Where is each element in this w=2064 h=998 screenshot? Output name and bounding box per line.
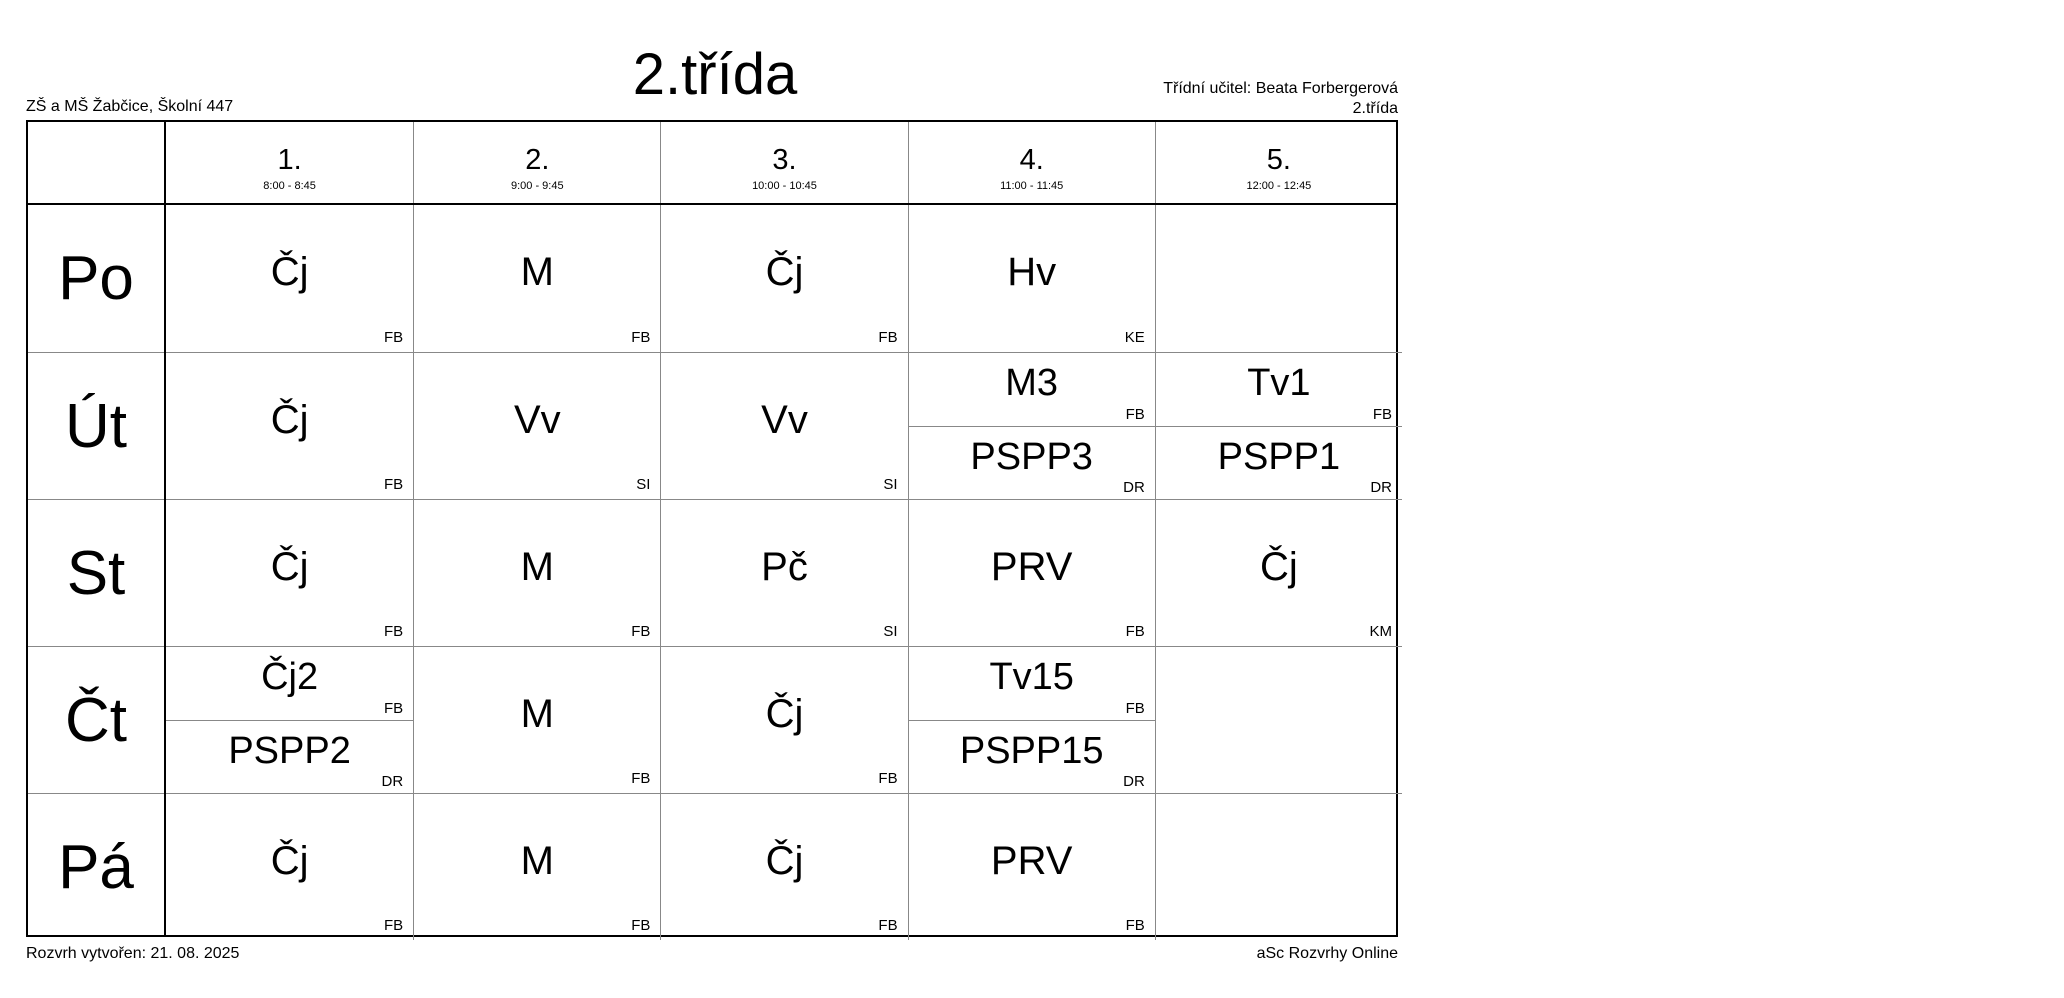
lesson-teacher: FB [878,917,898,934]
lesson-cell [166,205,413,352]
period-number: 2. [525,144,550,176]
lesson-subject: Vv [761,398,808,442]
lesson-cell [1155,352,1402,426]
lesson-teacher: FB [384,476,404,493]
lesson-subject: Vv [513,398,561,442]
lesson-cell [908,499,1155,646]
page-title: 2.třída [632,42,798,107]
empty-cell [1155,205,1402,352]
school-name: ZŠ a MŠ Žabčice, Školní 447 [26,98,234,115]
lesson-cell [908,426,1155,500]
lesson-cell [413,205,660,352]
lesson-teacher: SI [883,623,898,640]
lesson-subject: Hv [1007,250,1057,294]
class-teacher: Třídní učitel: Beata Forbergerová [1163,80,1398,97]
day-label: Út [28,352,164,499]
period-header [660,122,907,203]
class-label: 2.třída [1352,100,1398,117]
lesson-teacher: FB [1125,623,1145,640]
lesson-teacher: KM [1369,623,1392,640]
lesson-cell [908,793,1155,940]
lesson-subject: Čj [270,250,309,294]
lesson-subject: Tv15 [989,656,1074,698]
lesson-subject: Čj [270,398,309,442]
lesson-subject: PSPP15 [959,729,1104,772]
period-number: 5. [1266,144,1291,176]
lesson-teacher: SI [636,476,651,493]
lesson-teacher: DR [1370,479,1392,496]
lesson-subject: Čj [270,545,309,589]
lesson-cell [413,352,660,499]
lesson-subject: Pč [761,545,808,589]
period-time: 9:00 - 9:45 [510,180,564,192]
empty-cell [1155,646,1402,793]
lesson-cell [413,646,660,793]
lesson-subject: Tv1 [1247,362,1311,404]
lesson-cell [908,646,1155,720]
lesson-teacher: FB [1125,699,1145,717]
lesson-teacher: FB [1125,917,1145,934]
period-header [166,122,413,203]
lesson-cell [166,720,413,794]
empty-cell [1155,793,1402,940]
lesson-teacher: FB [631,917,651,934]
lesson-teacher: KE [1124,329,1145,346]
period-time: 12:00 - 12:45 [1246,180,1312,192]
period-header [908,122,1155,203]
lesson-cell [660,646,907,793]
lesson-teacher: FB [384,699,404,717]
period-time: 11:00 - 11:45 [1000,180,1064,192]
lesson-subject: Čj2 [261,656,319,698]
lesson-teacher: FB [384,917,404,934]
lesson-cell [660,499,907,646]
lesson-teacher: FB [631,623,651,640]
lesson-teacher: DR [1123,479,1145,496]
period-number: 1. [277,144,302,176]
day-label: St [28,499,164,646]
lesson-teacher: FB [631,329,651,346]
lesson-subject: Čj [765,250,804,294]
lesson-cell [413,793,660,940]
period-number: 3. [772,144,797,176]
lesson-teacher: FB [384,623,404,640]
lesson-subject: Čj [270,839,309,883]
lesson-subject: M3 [1005,362,1059,404]
lesson-cell [166,793,413,940]
lesson-cell [166,499,413,646]
lesson-teacher: FB [1372,405,1392,423]
period-time: 10:00 - 10:45 [752,180,817,192]
lesson-teacher: DR [1123,773,1145,790]
lesson-subject: PSPP3 [970,435,1093,478]
lesson-subject: PSPP2 [228,729,351,772]
lesson-cell [166,646,413,720]
lesson-subject: M [520,692,554,736]
lesson-cell [413,499,660,646]
brand-label: aSc Rozvrhy Online [1256,945,1398,962]
lesson-teacher: FB [1125,405,1145,423]
lesson-cell [660,793,907,940]
lesson-subject: M [520,545,554,589]
teacher-info [1163,79,1398,119]
lesson-subject: PRV [990,545,1073,589]
lesson-subject: PRV [990,839,1073,883]
period-header [413,122,660,203]
period-header [1155,122,1402,203]
lesson-teacher: FB [878,770,898,787]
period-time: 8:00 - 8:45 [263,180,316,192]
lesson-cell [1155,499,1402,646]
lesson-teacher: DR [381,773,404,790]
period-number: 4. [1019,144,1044,176]
lesson-cell [660,352,907,499]
lesson-cell [1155,426,1402,500]
lesson-cell [908,720,1155,794]
day-label: Po [58,244,134,313]
lesson-teacher: FB [384,329,404,346]
lesson-cell [908,352,1155,426]
lesson-cell [908,205,1155,352]
lesson-subject: M [520,250,554,294]
lesson-teacher: FB [878,329,898,346]
lesson-subject: Čj [765,839,804,883]
lesson-subject: Čj [765,692,804,736]
lesson-subject: M [520,839,554,883]
day-label: Pá [28,793,164,940]
lesson-teacher: FB [631,770,651,787]
lesson-subject: PSPP1 [1217,435,1341,478]
lesson-cell [660,205,907,352]
lesson-cell [166,352,413,499]
created-date: Rozvrh vytvořen: 21. 08. 2025 [26,945,240,962]
timetable-grid [26,120,1398,937]
day-label: Čt [28,646,164,793]
lesson-teacher: SI [883,476,898,493]
lesson-subject: Čj [1260,545,1298,589]
